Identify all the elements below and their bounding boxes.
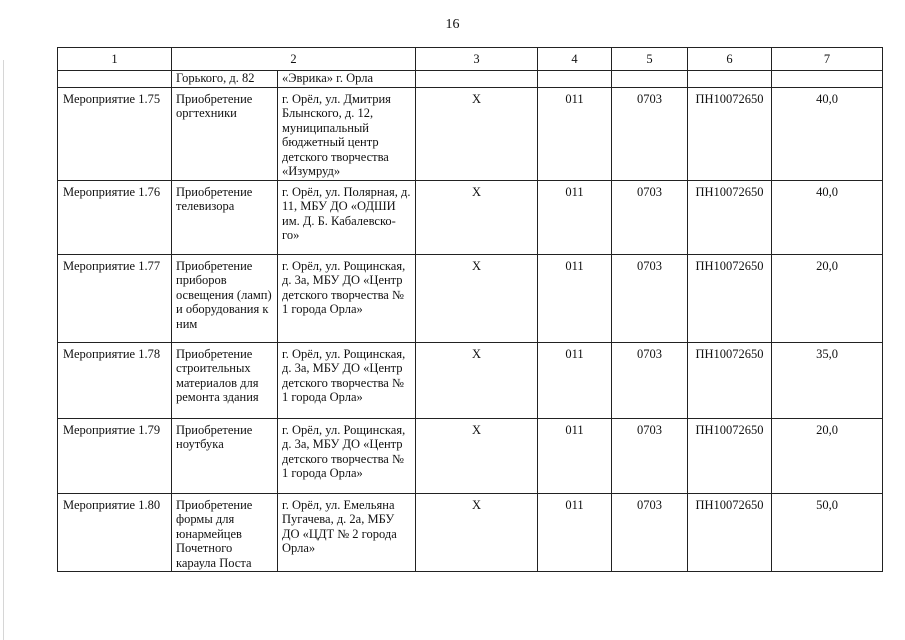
table-cell bbox=[416, 71, 538, 88]
col7-value: 20,0 bbox=[772, 254, 883, 342]
table-row bbox=[58, 418, 883, 493]
col4-value: 011 bbox=[538, 493, 612, 572]
event-name: Приобретение оргтехники bbox=[172, 87, 278, 180]
col7-value: 35,0 bbox=[772, 342, 883, 418]
col7-value: 40,0 bbox=[772, 87, 883, 180]
col6-value: ПН10072650 bbox=[688, 342, 772, 418]
table-cell: «Эврика» г. Орла bbox=[278, 71, 416, 88]
event-address: г. Орёл, ул. Рощинская, д. 3а, МБУ ДО «Центр детского творчества № 1 города Орла» bbox=[278, 254, 416, 342]
header-cell: 4 bbox=[538, 48, 612, 71]
table-cell bbox=[612, 71, 688, 88]
event-name: Приобретение телевизора bbox=[172, 180, 278, 254]
col3-value: Х bbox=[416, 180, 538, 254]
col5-value: 0703 bbox=[612, 254, 688, 342]
header-cell: 7 bbox=[772, 48, 883, 71]
col7-value: 40,0 bbox=[772, 180, 883, 254]
event-number: Мероприятие 1.77 bbox=[58, 254, 172, 342]
table-row bbox=[58, 87, 883, 180]
col5-value: 0703 bbox=[612, 418, 688, 493]
event-name: Приобретение формы для юнармейцев Почетного караула Поста bbox=[172, 493, 278, 572]
header-cell: 5 bbox=[612, 48, 688, 71]
header-row bbox=[58, 48, 883, 71]
col4-value: 011 bbox=[538, 418, 612, 493]
table-row bbox=[58, 342, 883, 418]
continuation-row bbox=[58, 71, 883, 88]
event-number: Мероприятие 1.76 bbox=[58, 180, 172, 254]
col3-value: Х bbox=[416, 87, 538, 180]
event-number: Мероприятие 1.80 bbox=[58, 493, 172, 572]
col4-value: 011 bbox=[538, 342, 612, 418]
page-number: 16 bbox=[445, 17, 460, 32]
event-address: г. Орёл, ул. Дмитрия Блынского, д. 12, муниципальный бюджетный центр детского творчества «Изумруд» bbox=[278, 87, 416, 180]
event-name: Приобретение строительных материалов для ремонта здания bbox=[172, 342, 278, 418]
col7-value: 50,0 bbox=[772, 493, 883, 572]
table-row bbox=[58, 493, 883, 572]
col5-value: 0703 bbox=[612, 180, 688, 254]
table-cell bbox=[688, 71, 772, 88]
table-cell: Горького, д. 82 bbox=[172, 71, 278, 88]
col6-value: ПН10072650 bbox=[688, 87, 772, 180]
table-row bbox=[58, 254, 883, 342]
event-number: Мероприятие 1.79 bbox=[58, 418, 172, 493]
scan-edge-line bbox=[3, 60, 4, 640]
table-cell bbox=[538, 71, 612, 88]
event-number: Мероприятие 1.75 bbox=[58, 87, 172, 180]
col4-value: 011 bbox=[538, 180, 612, 254]
event-address: г. Орёл, ул. Полярная, д. 11, МБУ ДО «ОДШИ им. Д. Б. Кабалевско-го» bbox=[278, 180, 416, 254]
col6-value: ПН10072650 bbox=[688, 180, 772, 254]
col7-value: 20,0 bbox=[772, 418, 883, 493]
header-cell: 1 bbox=[58, 48, 172, 71]
event-address: г. Орёл, ул. Рощинская, д. 3а, МБУ ДО «Центр детского творчества № 1 города Орла» bbox=[278, 342, 416, 418]
col4-value: 011 bbox=[538, 254, 612, 342]
col4-value: 011 bbox=[538, 87, 612, 180]
event-address: г. Орёл, ул. Емельяна Пугачева, д. 2а, МБУ ДО «ЦДТ № 2 города Орла» bbox=[278, 493, 416, 572]
event-number: Мероприятие 1.78 bbox=[58, 342, 172, 418]
table-cell bbox=[772, 71, 883, 88]
event-address: г. Орёл, ул. Рощинская, д. 3а, МБУ ДО «Центр детского творчества № 1 города Орла» bbox=[278, 418, 416, 493]
event-name: Приобретение ноутбука bbox=[172, 418, 278, 493]
col6-value: ПН10072650 bbox=[688, 254, 772, 342]
col3-value: Х bbox=[416, 254, 538, 342]
col6-value: ПН10072650 bbox=[688, 493, 772, 572]
events-table bbox=[57, 47, 883, 572]
col3-value: Х bbox=[416, 418, 538, 493]
col5-value: 0703 bbox=[612, 87, 688, 180]
table-row bbox=[58, 180, 883, 254]
col6-value: ПН10072650 bbox=[688, 418, 772, 493]
col3-value: Х bbox=[416, 493, 538, 572]
table-cell bbox=[58, 71, 172, 88]
header-cell: 3 bbox=[416, 48, 538, 71]
col5-value: 0703 bbox=[612, 493, 688, 572]
col3-value: Х bbox=[416, 342, 538, 418]
col5-value: 0703 bbox=[612, 342, 688, 418]
event-name: Приобретение приборов освещения (ламп) и оборудования к ним bbox=[172, 254, 278, 342]
header-cell: 2 bbox=[172, 48, 416, 71]
header-cell: 6 bbox=[688, 48, 772, 71]
